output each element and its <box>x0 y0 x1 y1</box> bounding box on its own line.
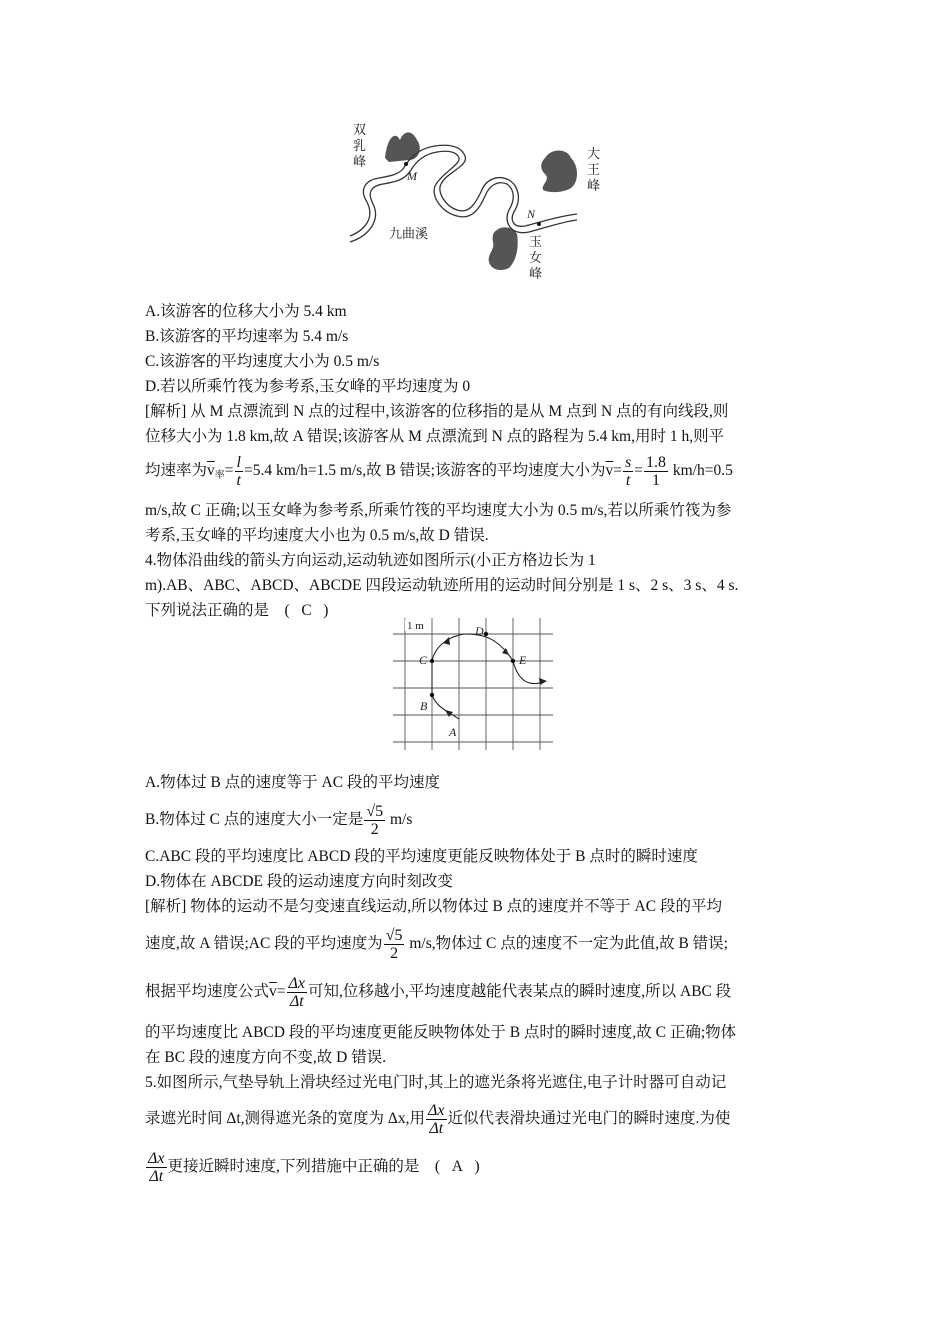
frac-den: 1 <box>651 471 660 489</box>
q3-analysis-line-4: m/s,故 C 正确;以玉女峰为参考系,所乘竹筏的平均速度大小为 0.5 m/s,若以所乘竹筏为参 <box>145 502 732 519</box>
q4-l3-post: 可知,位移越小,平均速度越能代表某点的瞬时速度,所以 ABC 段 <box>308 983 732 1000</box>
q3-option-d: D.若以所乘竹筏为参考系,玉女峰的平均速度为 0 <box>145 378 471 395</box>
q4-l3-pre: 根据平均速度公式 <box>145 983 270 1000</box>
fraction-dx-over-dt <box>146 1150 167 1185</box>
point-b-label: B <box>420 699 428 713</box>
point-n-dot <box>537 222 541 226</box>
frac-den: Δt <box>429 1119 444 1137</box>
frac-num: Δx <box>428 1101 445 1119</box>
frac-num: 1.8 <box>645 453 666 471</box>
q4-option-b-post: m/s <box>386 811 413 828</box>
q3-l3-a: 均速率为 <box>145 462 208 479</box>
frac-den: Δt <box>149 1167 164 1185</box>
point-b-dot <box>430 693 434 697</box>
q4-eq: = <box>276 983 286 1000</box>
twin-peak-label-2: 乳 <box>353 139 367 154</box>
twin-peak-label-1: 双 <box>353 123 367 138</box>
twin-peak-shape <box>385 132 420 162</box>
q3-l3-c: km/h=0.5 <box>668 462 733 479</box>
point-d-dot <box>484 632 488 636</box>
fraction-l-over-t <box>235 454 243 489</box>
trajectory-grid-figure <box>393 618 553 750</box>
q5-answer: A <box>451 1158 463 1175</box>
q4-analysis-line-2 <box>145 924 728 964</box>
frac-num: Δx <box>288 974 306 992</box>
q4-stem-line-3: 下列说法正确的是 ( C ) <box>145 602 329 619</box>
frac-den: Δt <box>289 992 304 1010</box>
frac-num: l <box>236 453 241 471</box>
q5-l2-pre: 录遮光时间 Δt,测得遮光条的宽度为 Δx,用 <box>145 1110 425 1127</box>
q4-option-c: C.ABC 段的平均速度比 ABCD 段的平均速度更能反映物体处于 B 点时的瞬时速度 <box>145 848 698 865</box>
q4-l2-pre: 速度,故 A 错误;AC 段的平均速度为 <box>145 935 383 952</box>
fraction-dx-over-dt <box>287 975 308 1010</box>
q5-l3-post: 更接近瞬时速度,下列措施中正确的是 <box>167 1158 420 1175</box>
q4-option-a: A.物体过 B 点的速度等于 AC 段的平均速度 <box>145 774 440 791</box>
frac-den: 2 <box>390 944 399 962</box>
frac-den: t <box>625 471 631 489</box>
q4-option-b <box>145 800 412 840</box>
fraction-sqrt5-over-2 <box>364 803 385 838</box>
q3-eq3: = <box>634 462 643 479</box>
q4-option-d: D.物体在 ABCDE 段的运动速度方向时刻改变 <box>145 873 453 890</box>
arrow-head-end <box>539 678 547 685</box>
point-c-label: C <box>419 653 428 667</box>
q4-analysis-line-4: 的平均速度比 ABCD 段的平均速度更能反映物体处于 B 点时的瞬时速度,故 C 正确;物体 <box>145 1024 737 1041</box>
q4-analysis-line-5: 在 BC 段的速度方向不变,故 D 错误. <box>145 1049 387 1066</box>
q5-l2-post: 近似代表滑块通过光电门的瞬时速度.为使 <box>447 1110 731 1127</box>
point-d-label: D <box>475 624 484 638</box>
q4-analysis-line-3 <box>145 972 731 1012</box>
v-bar-symbol: $\overline{v}$ <box>207 462 215 479</box>
river-line-1 <box>350 145 577 236</box>
stream-label: 九曲溪 <box>389 227 429 242</box>
q3-analysis-line-1: [解析] 从 M 点漂流到 N 点的过程中,该游客的位移指的是从 M 点到 N 点的有向线段,则 <box>145 403 729 420</box>
trajectory-curve <box>432 634 543 719</box>
point-e-dot <box>511 659 515 663</box>
q3-eq2: = <box>613 462 622 479</box>
q3-eq1: = <box>224 462 234 479</box>
v-bar-symbol: $\overline{v}$ <box>269 983 277 1000</box>
frac-den: 2 <box>370 820 379 838</box>
fraction-sqrt5-over-2 <box>384 927 405 962</box>
q3-option-b: B.该游客的平均速率为 5.4 m/s <box>145 328 349 345</box>
twin-peak-label-3: 峰 <box>353 155 367 170</box>
point-n-label: N <box>527 207 536 221</box>
great-king-peak-shape <box>541 151 577 193</box>
jade-girl-label-2: 女 <box>529 251 543 266</box>
q4-analysis-line-1: [解析] 物体的运动不是匀变速直线运动,所以物体过 B 点的速度并不等于 AC 段的平均 <box>145 898 722 915</box>
q3-option-a: A.该游客的位移大小为 5.4 km <box>145 303 347 320</box>
jade-girl-label-1: 玉 <box>529 235 543 250</box>
q3-l3-b: =5.4 km/h=1.5 m/s,故 B 错误;该游客的平均速度大小为 <box>243 462 606 479</box>
frac-num: √5 <box>366 802 384 820</box>
q4-stem-line-2: m).AB、ABC、ABCD、ABCDE 四段运动轨迹所用的运动时间分别是 1 s、2 s、3 s、4 s. <box>145 577 739 594</box>
arrow-head-ab <box>445 710 453 717</box>
jade-girl-peak-shape <box>489 227 518 270</box>
q4-l2-post: m/s,物体过 C 点的速度不一定为此值,故 B 错误; <box>405 935 728 952</box>
point-m-dot <box>404 162 408 166</box>
jade-girl-label-3: 峰 <box>529 267 543 282</box>
fraction-s-over-t <box>623 454 633 489</box>
frac-num: s <box>624 453 632 471</box>
q5-line-1: 5.如图所示,气垫导轨上滑块经过光电门时,其上的遮光条将光遮住,电子计时器可自动记 <box>145 1074 727 1091</box>
fraction-dx-over-dt <box>426 1102 447 1137</box>
q3-analysis-line-2: 位移大小为 1.8 km,故 A 错误;该游客从 M 点漂流到 N 点的路程为 5.4 km,用时 1 h,则平 <box>145 428 725 445</box>
great-king-label-3: 峰 <box>587 179 601 194</box>
point-c-dot <box>430 659 434 663</box>
rate-subscript: 率 <box>214 470 225 481</box>
frac-num: √5 <box>385 926 403 944</box>
fraction-1-8-over-1 <box>644 454 668 489</box>
great-king-label-1: 大 <box>587 147 601 162</box>
frac-den: t <box>236 471 241 489</box>
v-bar-symbol-2: $\overline{v}$ <box>605 462 614 479</box>
q4-option-b-pre: B.物体过 C 点的速度大小一定是 <box>145 811 364 828</box>
q3-option-c: C.该游客的平均速度大小为 0.5 m/s <box>145 353 380 370</box>
q4-stem-text: 下列说法正确的是 <box>145 602 270 619</box>
q4-answer: C <box>301 602 312 619</box>
river-map-figure <box>345 118 615 288</box>
arrow-head-cd <box>443 637 450 645</box>
q4-stem-line-1: 4.物体沿曲线的箭头方向运动,运动轨迹如图所示(小正方格边长为 1 <box>145 552 596 569</box>
q5-line-2 <box>145 1098 730 1140</box>
point-e-label: E <box>519 653 527 667</box>
q3-analysis-line-5: 考系,玉女峰的平均速度大小也为 0.5 m/s,故 D 错误. <box>145 527 489 544</box>
point-m-label: M <box>407 169 417 183</box>
point-a-label: A <box>449 725 457 739</box>
frac-num: Δx <box>148 1149 165 1167</box>
scale-label: 1 m <box>407 620 424 632</box>
q5-line-3: $\frac{\Delta x}{\Delta t}$ 更接近瞬时速度,下列措施中正确的是 ( A ) <box>148 1149 480 1185</box>
q3-analysis-line-3 <box>145 452 733 495</box>
great-king-label-2: 王 <box>587 163 601 178</box>
